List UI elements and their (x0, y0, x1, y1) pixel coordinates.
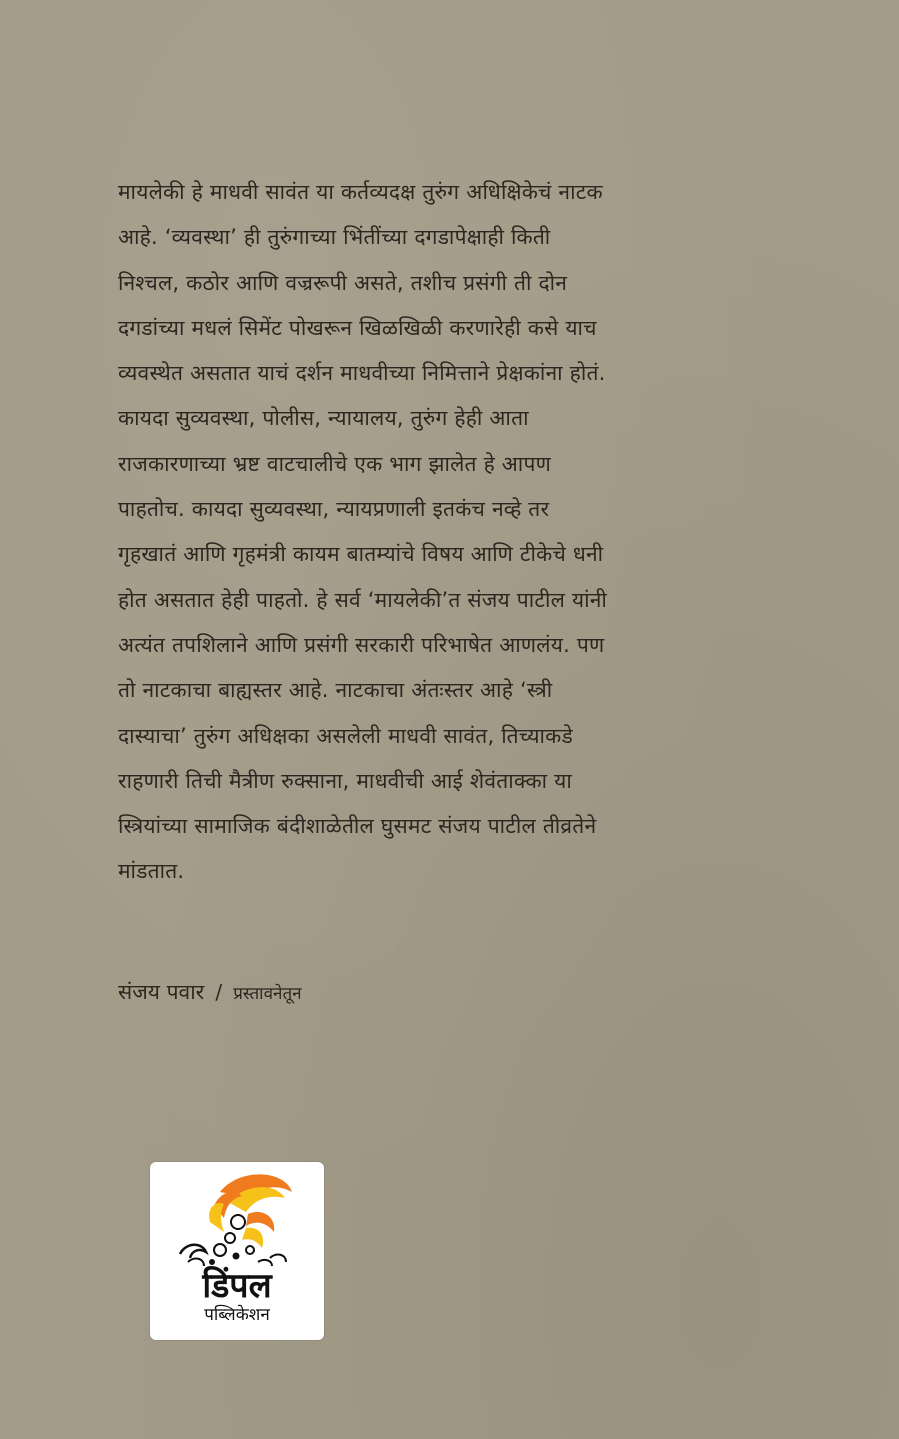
blurb-line: राहणारी तिची मैत्रीण रुक्साना, माधवीची आई शेवंताक्का या (118, 768, 572, 793)
blurb-line: तो नाटकाचा बाह्यस्तर आहे. नाटकाचा अंतःस्तर आहे ‘स्त्री (118, 678, 553, 703)
blurb-line: दास्याचा’ तुरुंग अधिक्षका असलेली माधवी सावंत, तिच्याकडे (118, 723, 573, 748)
blurb-line: कायदा सुव्यवस्था, पोलीस, न्यायालय, तुरुंग हेही आता (118, 406, 529, 431)
blurb-line: राजकारणाच्या भ्रष्ट वाटचालीचे एक भाग झालेत हे आपण (118, 451, 551, 476)
blurb-line: दगडांच्या मधलं सिमेंट पोखरून खिळखिळी करणारेही कसे याच (118, 315, 597, 340)
blurb-line: गृहखातं आणि गृहमंत्री कायम बातम्यांचे विषय आणि टीकेचे धनी (118, 542, 604, 567)
attribution (118, 978, 302, 1006)
blurb-line: स्त्रियांच्या सामाजिक बंदीशाळेतील घुसमट संजय पाटील तीव्रतेने (118, 814, 597, 839)
blurb-line: मांडतात. (118, 859, 185, 884)
blurb-line: व्यवस्थेत असतात याचं दर्शन माधवीच्या निमित्ताने प्रेक्षकांना होतं. (118, 361, 606, 386)
attribution-source: प्रस्तावनेतून (233, 984, 302, 1004)
author-name: संजय पवार (118, 980, 205, 1004)
publisher-subtitle: पब्लिकेशन (204, 1305, 270, 1325)
publisher-logo (150, 1162, 324, 1340)
attribution-separator: / (215, 980, 223, 1004)
blurb-line: पाहतोच. कायदा सुव्यवस्था, न्यायप्रणाली इतकंच नव्हे तर (118, 497, 550, 522)
blurb-line: अत्यंत तपशिलाने आणि प्रसंगी सरकारी परिभाषेत आणलंय. पण (118, 632, 605, 657)
blurb-line: आहे. ‘व्यवस्था’ ही तुरुंगाच्या भिंतींच्या दगडापेक्षाही किती (118, 225, 551, 250)
blurb-line: होत असतात हेही पाहतो. हे सर्व ‘मायलेकी’त संजय पाटील यांनी (118, 587, 608, 612)
blurb-line: निश्चल, कठोर आणि वज्ररूपी असते, तशीच प्रसंगी ती दोन (118, 270, 568, 295)
publisher-name: डिंपल (202, 1266, 272, 1306)
blurb-text (118, 170, 818, 895)
blurb-line: मायलेकी हे माधवी सावंत या कर्तव्यदक्ष तुरुंग अधिक्षिकेचं नाटक (118, 180, 603, 204)
